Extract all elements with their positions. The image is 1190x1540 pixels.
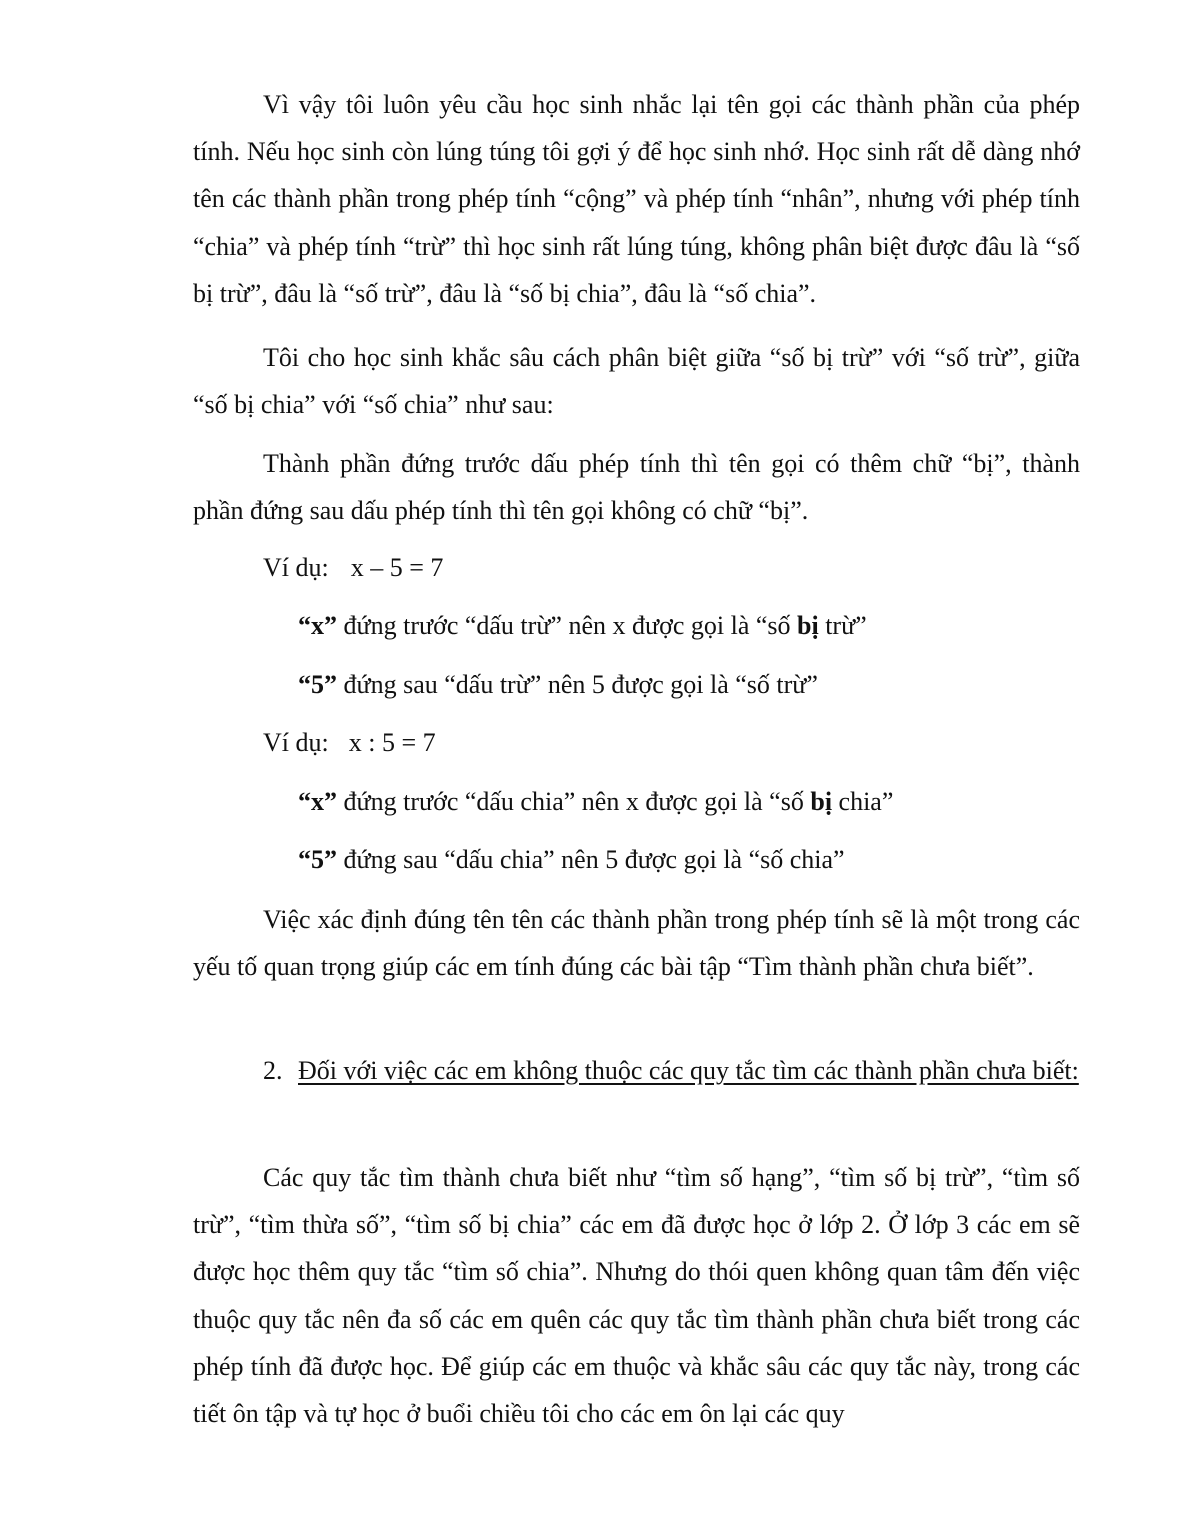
paragraph-conclusion: Việc xác định đúng tên tên các thành phần trong phép tính sẽ là một trong các yếu tố quan trọng giúp các em tính đúng các bài tập “Tìm thành phần chưa biết”. [193, 905, 1080, 982]
paragraph-rule: Thành phần đứng trước dấu phép tính thì tên gọi có thêm chữ “bị”, thành phần đứng sau dấu phép tính thì tên gọi không có chữ “bị”. [193, 449, 1080, 526]
example-2-line-1-end: chia” [832, 787, 894, 816]
paragraph-intro: Vì vậy tôi luôn yêu cầu học sinh nhắc lại tên gọi các thành phần của phép tính. Nếu học sinh còn lúng túng tôi gợi ý để học sinh nhớ. Học sinh rất dễ dàng nhớ tên các thành phần trong phép tính “cộng” và phép tính “nhân”, nhưng với phép tính “chia” và phép tính “trừ” thì học sinh rất lúng túng, không phân biệt được đâu là “số bị trừ”, đâu là “số trừ”, đâu là “số bị chia”, đâu là “số chia”. [193, 90, 1080, 308]
example-2-term-5: “5” [298, 845, 337, 874]
example-1-line-1-end: trừ” [818, 611, 867, 640]
example-1-line-2 [298, 669, 818, 701]
example-2-line-2-text: đứng sau “dấu chia” nên 5 được gọi là “số chia” [337, 845, 845, 874]
example-2-line-1-text: đứng trước “dấu chia” nên x được gọi là “số [337, 787, 811, 816]
paragraph-rules: Các quy tắc tìm thành chưa biết như “tìm số hạng”, “tìm số bị trừ”, “tìm số trừ”, “tìm thừa số”, “tìm số bị chia” các em đã được học ở lớp 2. Ở lớp 3 các em sẽ được học thêm quy tắc “tìm số chia”. Nhưng do thói quen không quan tâm đến việc thuộc quy tắc nên đa số các em quên các quy tắc tìm thành phần chưa biết trong các phép tính đã được học. Để giúp các em thuộc và khắc sâu các quy tắc này, trong các tiết ôn tập và tự học ở buổi chiều tôi cho các em ôn lại các quy [193, 1163, 1080, 1429]
example-1-bold-bi: bị [797, 611, 819, 640]
example-2-bold-bi: bị [810, 787, 833, 816]
paragraph-distinguish: Tôi cho học sinh khắc sâu cách phân biệt giữa “số bị trừ” với “số trừ”, giữa “số bị chia” với “số chia” như sau: [193, 343, 1080, 420]
section-2-title: Đối với việc các em không thuộc các quy tắc tìm các thành phần chưa biết: [298, 1056, 1079, 1085]
example-1-line-2-text: đứng sau “dấu trừ” nên 5 được gọi là “số trừ” [337, 670, 818, 699]
example-1-label: Ví dụ: [263, 553, 329, 582]
example-1-heading [263, 552, 443, 584]
example-1-term-x: “x” [298, 611, 337, 640]
example-1-line-1 [298, 610, 867, 642]
example-2-equation: x : 5 = 7 [348, 728, 436, 757]
section-2-number: 2. [263, 1056, 283, 1085]
example-2-heading [263, 727, 436, 759]
example-2-line-2 [298, 844, 845, 876]
example-2-line-1 [298, 786, 893, 818]
section-2-heading [263, 1048, 1080, 1094]
example-1-term-5: “5” [298, 670, 337, 699]
example-2-term-x: “x” [298, 787, 337, 816]
example-2-label: Ví dụ: [263, 728, 329, 757]
example-1-equation: x – 5 = 7 [350, 553, 444, 582]
example-1-line-1-text: đứng trước “dấu trừ” nên x được gọi là “số [337, 611, 798, 640]
